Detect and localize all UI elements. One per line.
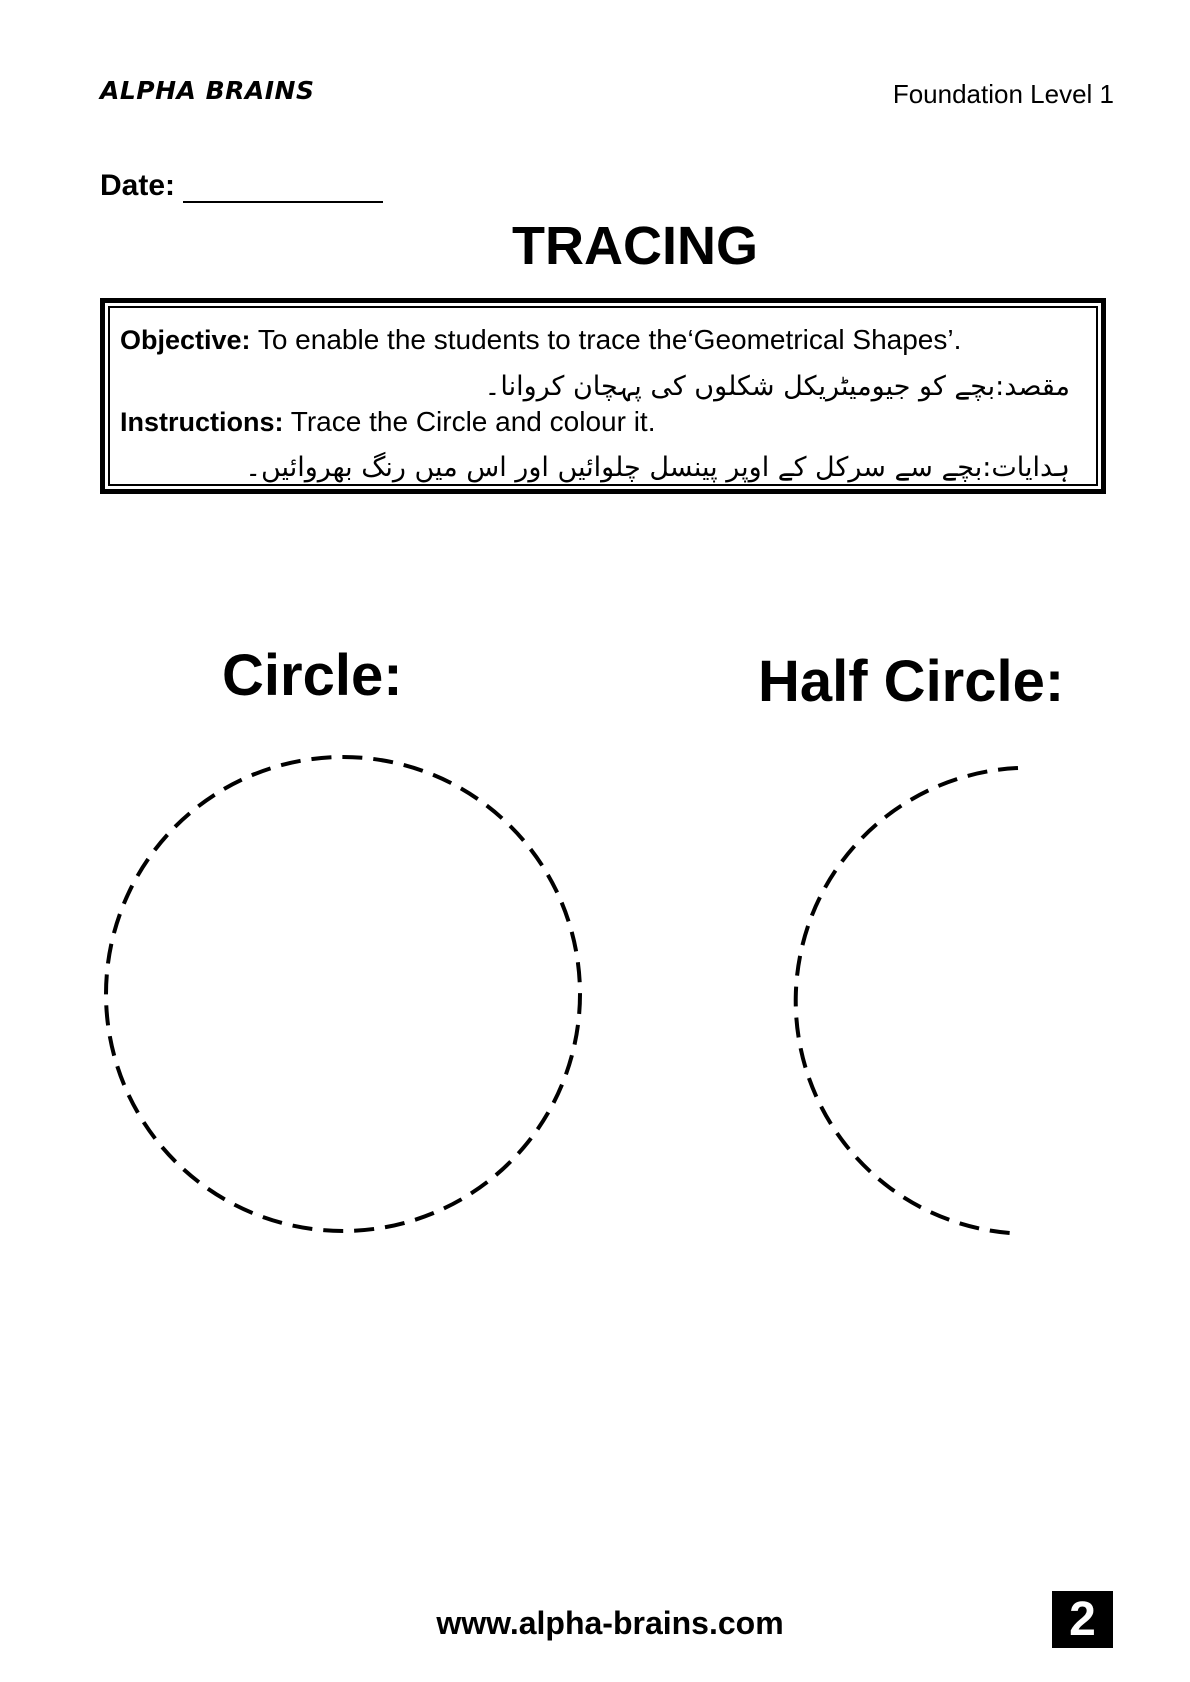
dashed-half-circle-trace[interactable]: [796, 768, 1018, 1233]
half-circle-label: Half Circle:: [758, 649, 1065, 714]
level-label: Foundation Level 1: [892, 79, 1114, 109]
circle-label: Circle:: [222, 643, 403, 708]
instructions-label: Instructions:: [120, 407, 284, 437]
website-url: www.alpha-brains.com: [436, 1605, 784, 1641]
instructions-text: Trace the Circle and colour it.: [290, 406, 656, 437]
objective-urdu: مقصد:بچے کو جیومیٹریکل شکلوں کی پہچان کروانا۔: [484, 371, 1070, 402]
page-title: TRACING: [512, 216, 758, 276]
objective-label: Objective:: [120, 325, 251, 355]
dashed-circle-trace[interactable]: [106, 757, 580, 1231]
instructions-urdu: ہدایات:بچے سے سرکل کے اوپر پینسل چلوائیں اور اس میں رنگ بھروائیں۔: [245, 452, 1070, 483]
page-number: 2: [1052, 1591, 1113, 1648]
objective-text: To enable the students to trace the‘Geometrical Shapes’.: [257, 324, 962, 355]
date-label: Date:: [100, 169, 176, 202]
brand-logo-text: ALPHA BRAINS: [100, 76, 315, 105]
